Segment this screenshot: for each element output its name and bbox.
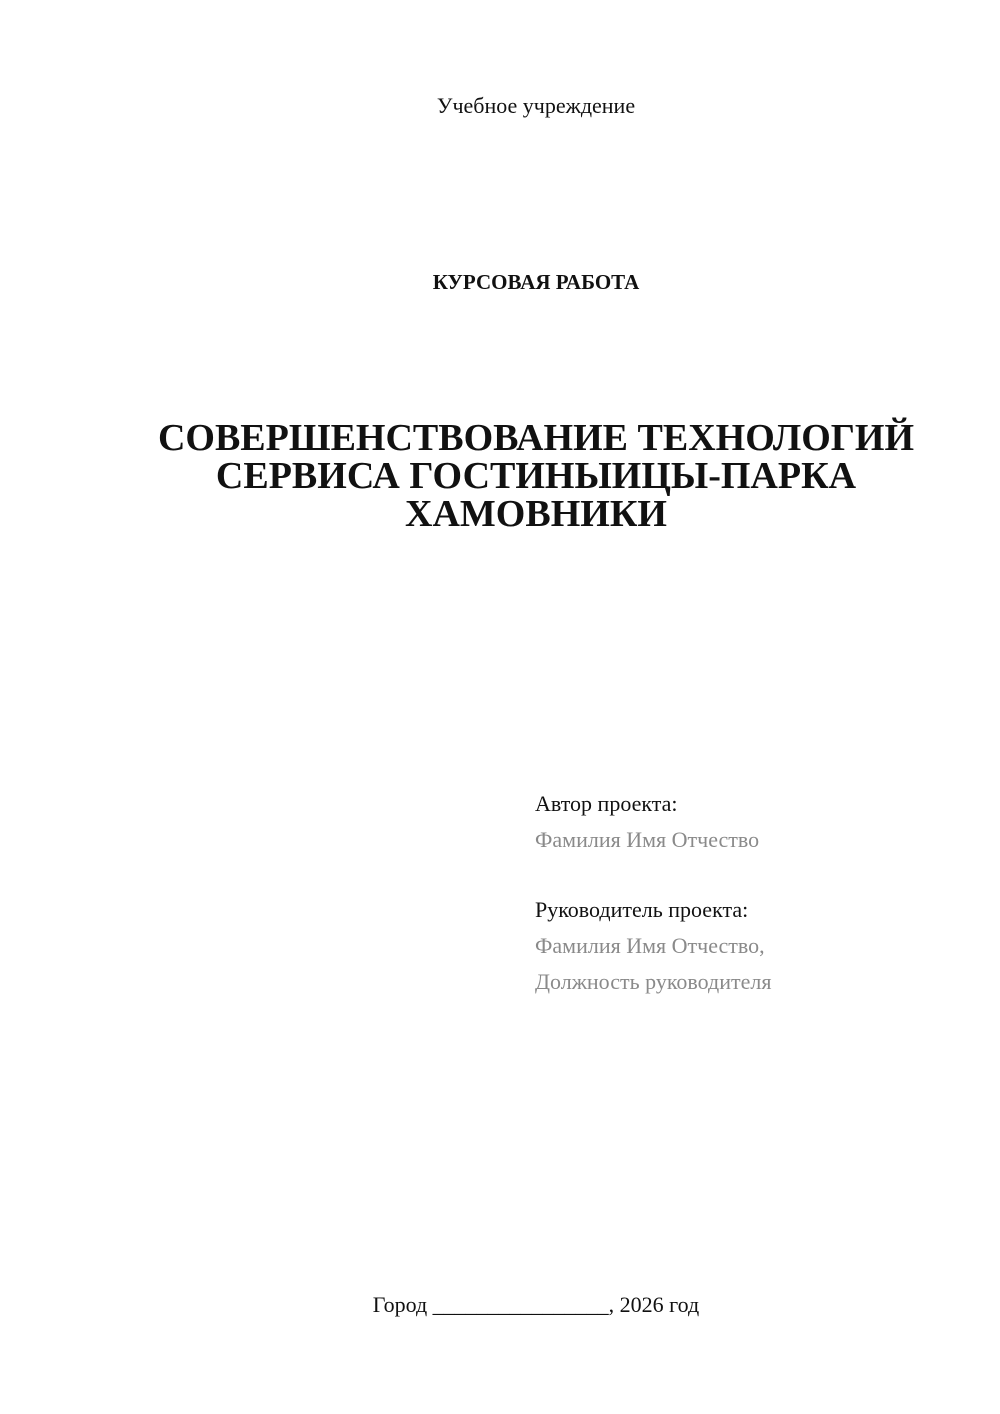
institution-name: Учебное учреждение [436,93,636,118]
work-title-line-2: СЕРВИСА ГОСТИНЫИЦЫ-ПАРКА [215,455,857,497]
supervisor-block [535,896,975,1004]
work-title-line-3: ХАМОВНИКИ [405,493,667,535]
city-year-line: Город ________________, 2026 год [372,1292,700,1317]
author-name: Фамилия Имя Отчество [535,827,760,852]
supervisor-label: Руководитель проекта: [535,897,749,922]
supervisor-position: Должность руководителя [535,969,772,994]
author-label: Автор проекта: [535,791,678,816]
work-title-line-1: СОВЕРШЕНСТВОВАНИЕ ТЕХНОЛОГИЙ [157,417,915,459]
supervisor-name: Фамилия Имя Отчество, [535,933,765,958]
work-title [100,419,972,533]
author-block [535,790,975,862]
work-type: КУРСОВАЯ РАБОТА [432,270,640,294]
